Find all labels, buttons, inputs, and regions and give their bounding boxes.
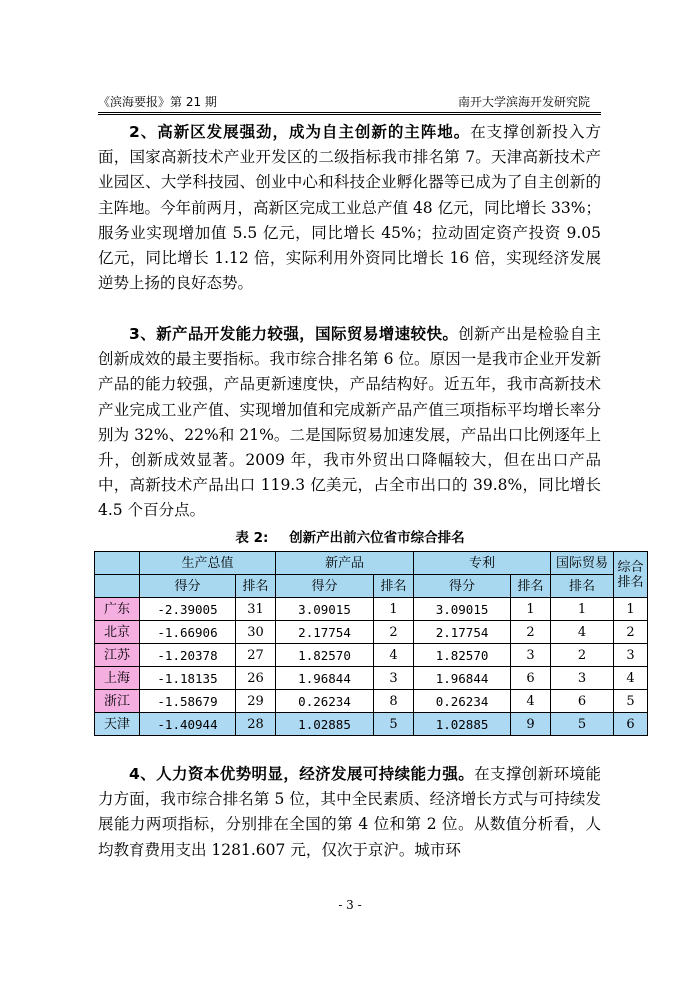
province-cell: 江苏	[95, 644, 140, 667]
header-overall-line2: 排名	[617, 574, 644, 590]
subheader-blank	[95, 575, 140, 598]
new-product-rank-cell: 2	[374, 621, 414, 644]
new-product-rank-cell: 1	[374, 598, 414, 621]
header-overall	[614, 552, 648, 598]
new-product-score-cell: 1.82570	[276, 644, 374, 667]
subheader-rank: 排名	[511, 575, 551, 598]
header-publication: 《滨海要报》第 21 期	[98, 95, 217, 109]
table-caption-title: 创新产出前六位省市综合排名	[289, 530, 465, 546]
gdp-rank-cell: 28	[236, 713, 276, 736]
gdp-score-cell: -2.39005	[140, 598, 236, 621]
new-product-rank-cell: 8	[374, 690, 414, 713]
paragraph-body: 在支撑创新环境能力方面，我市综合排名第 5 位，其中全民素质、经济增长方式与可持续发展能力两项指标，分别排在全国的第 4 位和第 2 位。从数值分析看，人均教育费用支出 1281.607 元，仅次于京沪。城市环	[98, 765, 601, 859]
paragraph-heading: 4、人力资本优势明显，经济发展可持续能力强。	[129, 765, 475, 783]
header-blank	[95, 552, 140, 575]
gdp-rank-cell: 30	[236, 621, 276, 644]
trade-rank-cell: 5	[551, 713, 614, 736]
new-product-rank-cell: 5	[374, 713, 414, 736]
province-cell: 广东	[95, 598, 140, 621]
gdp-rank-cell: 26	[236, 667, 276, 690]
header-rule	[98, 114, 601, 115]
patent-rank-cell: 6	[511, 667, 551, 690]
patent-rank-cell: 4	[511, 690, 551, 713]
overall-rank-cell: 2	[614, 621, 648, 644]
paragraph-body: 在支撑创新投入方面，国家高新技术产业开发区的二级指标我市排名第 7。天津高新技术产业园区、大学科技园、创业中心和科技企业孵化器等已成为了自主创新的主阵地。今年前两月，高新区完成工业总产值 48 亿元，同比增长 33%；服务业实现增加值 5.5 亿元，同比增长 45%；拉动固定资产投资 9.05 亿元，同比增长 1.12 倍，实际利用外资同比增长 16 倍，实现经济发展逆势上扬的良好态势。	[98, 123, 601, 293]
trade-rank-cell: 4	[551, 621, 614, 644]
overall-rank-cell: 5	[614, 690, 648, 713]
paragraph-new-products	[98, 322, 601, 524]
header-patent: 专利	[414, 552, 551, 575]
subheader-rank: 排名	[374, 575, 414, 598]
trade-rank-cell: 6	[551, 690, 614, 713]
paragraph-heading: 2、高新区发展强劲，成为自主创新的主阵地。	[129, 123, 471, 141]
header-output: 生产总值	[140, 552, 276, 575]
patent-score-cell: 0.26234	[414, 690, 511, 713]
table-header-row	[95, 552, 648, 575]
new-product-rank-cell: 4	[374, 644, 414, 667]
paragraph-body: 创新产出是检验自主创新成效的最主要指标。我市综合排名第 6 位。原因一是我市企业开发新产品的能力较强，产品更新速度快，产品结构好。近五年，我市高新技术产业完成工业产值、实现增加值和完成新产品产值三项指标平均增长率分别为 32%、22%和 21%。二是国际贸易加速发展，产品出口比例逐年上升，创新成效显著。2009 年，我市外贸出口降幅较大，但在出口产品中，高新技术产品出口 119.3 亿美元，占全市出口的 39.8%，同比增长 4.5 个百分点。	[98, 325, 601, 520]
trade-rank-cell: 3	[551, 667, 614, 690]
province-cell: 北京	[95, 621, 140, 644]
table-caption-label: 表 2:	[235, 530, 269, 546]
patent-score-cell: 1.82570	[414, 644, 511, 667]
patent-score-cell: 2.17754	[414, 621, 511, 644]
table-subheader-row	[95, 575, 648, 598]
table-row	[95, 621, 648, 644]
table-row	[95, 598, 648, 621]
patent-rank-cell: 2	[511, 621, 551, 644]
patent-rank-cell: 1	[511, 598, 551, 621]
patent-score-cell: 1.96844	[414, 667, 511, 690]
gdp-score-cell: -1.40944	[140, 713, 236, 736]
ranking-table	[94, 551, 648, 736]
table-row-highlighted	[95, 713, 648, 736]
header-trade: 国际贸易	[551, 552, 614, 575]
gdp-score-cell: -1.20378	[140, 644, 236, 667]
table-row	[95, 667, 648, 690]
patent-rank-cell: 9	[511, 713, 551, 736]
table-caption	[0, 526, 700, 546]
subheader-score: 得分	[276, 575, 374, 598]
patent-score-cell: 3.09015	[414, 598, 511, 621]
patent-score-cell: 1.02885	[414, 713, 511, 736]
page-number: - 3 -	[338, 898, 362, 912]
gdp-rank-cell: 31	[236, 598, 276, 621]
gdp-score-cell: -1.58679	[140, 690, 236, 713]
overall-rank-cell: 4	[614, 667, 648, 690]
subheader-score: 得分	[414, 575, 511, 598]
new-product-score-cell: 1.02885	[276, 713, 374, 736]
trade-rank-cell: 1	[551, 598, 614, 621]
subheader-rank: 排名	[236, 575, 276, 598]
header-new-product: 新产品	[276, 552, 414, 575]
new-product-score-cell: 0.26234	[276, 690, 374, 713]
overall-rank-cell: 3	[614, 644, 648, 667]
overall-rank-cell: 6	[614, 713, 648, 736]
province-cell: 上海	[95, 667, 140, 690]
gdp-rank-cell: 27	[236, 644, 276, 667]
table-row	[95, 644, 648, 667]
paragraph-human-capital	[98, 762, 601, 863]
new-product-score-cell: 1.96844	[276, 667, 374, 690]
trade-rank-cell: 2	[551, 644, 614, 667]
province-cell: 浙江	[95, 690, 140, 713]
new-product-rank-cell: 3	[374, 667, 414, 690]
paragraph-heading: 3、新产品开发能力较强，国际贸易增速较快。	[129, 325, 459, 343]
subheader-rank: 排名	[551, 575, 614, 598]
header-rule	[98, 112, 601, 113]
table-row	[95, 690, 648, 713]
header-overall-line1: 综合	[617, 559, 644, 575]
gdp-rank-cell: 29	[236, 690, 276, 713]
paragraph-high-tech-zone	[98, 120, 601, 296]
new-product-score-cell: 3.09015	[276, 598, 374, 621]
gdp-score-cell: -1.66906	[140, 621, 236, 644]
patent-rank-cell: 3	[511, 644, 551, 667]
subheader-score: 得分	[140, 575, 236, 598]
header-institute: 南开大学滨海开发研究院	[457, 95, 590, 109]
new-product-score-cell: 2.17754	[276, 621, 374, 644]
gdp-score-cell: -1.18135	[140, 667, 236, 690]
province-cell: 天津	[95, 713, 140, 736]
overall-rank-cell: 1	[614, 598, 648, 621]
